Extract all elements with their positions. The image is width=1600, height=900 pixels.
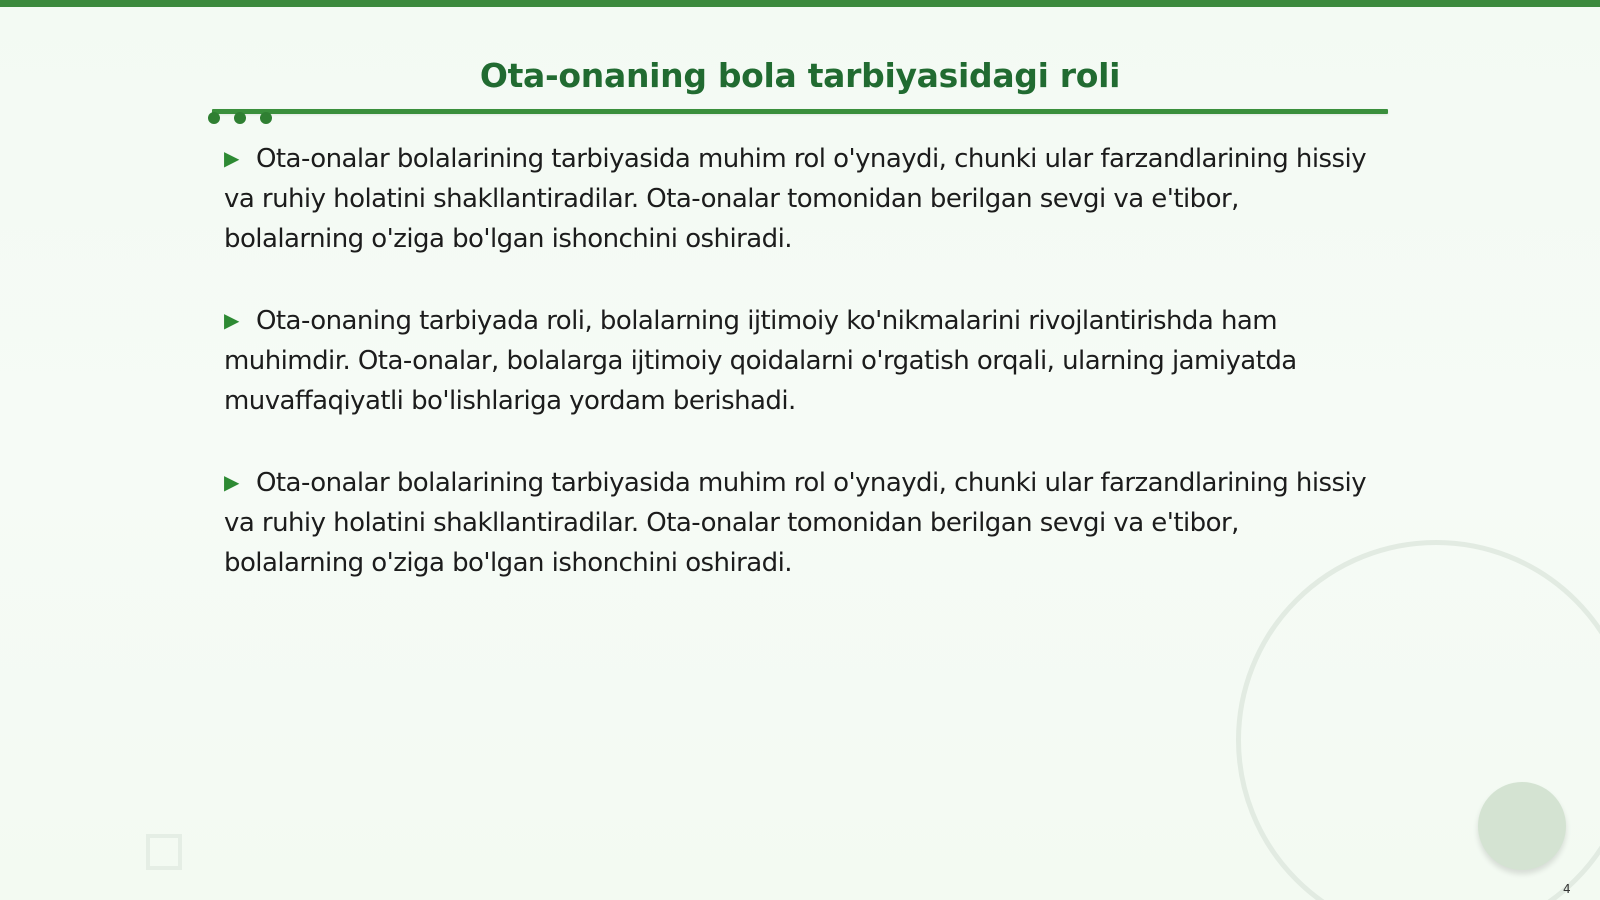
decorative-dot — [260, 112, 272, 124]
decorative-dot — [208, 112, 220, 124]
triangle-bullet-icon: ▶ — [224, 308, 239, 332]
bullet-item — [224, 462, 1374, 583]
decorative-dot — [234, 112, 246, 124]
page-number: 4 — [1563, 882, 1571, 896]
bullet-item — [224, 138, 1374, 259]
bullet-item — [224, 300, 1374, 421]
triangle-bullet-icon: ▶ — [224, 146, 239, 170]
bullet-list — [224, 138, 1374, 624]
slide-title: Ota-onaning bola tarbiyasidagi roli — [479, 56, 1121, 95]
top-accent-bar — [0, 0, 1600, 7]
decorative-square — [146, 834, 182, 870]
title-underline — [212, 109, 1388, 114]
bullet-text: Ota-onaning tarbiyada roli, bolalarning ijtimoiy ko'nikmalarini rivojlantirishda ham muhimdir. Ota-onalar, bolalarga ijtimoiy qoidalarni o'rgatish orqali, ularning jamiyatda muvaffaqiyatli bo'lishlariga yordam berishadi. — [224, 306, 1297, 416]
decorative-circle — [1478, 782, 1566, 870]
bullet-text: Ota-onalar bolalarining tarbiyasida muhim rol o'ynaydi, chunki ular farzandlarining hissiy va ruhiy holatini shakllantiradilar. Ota-onalar tomonidan berilgan sevgi va e'tibor, bolalarning o'ziga bo'lgan ishonchini oshiradi. — [224, 468, 1367, 578]
triangle-bullet-icon: ▶ — [224, 470, 239, 494]
bullet-text: Ota-onalar bolalarining tarbiyasida muhim rol o'ynaydi, chunki ular farzandlarining hissiy va ruhiy holatini shakllantiradilar. Ota-onalar tomonidan berilgan sevgi va e'tibor, bolalarning o'ziga bo'lgan ishonchini oshiradi. — [224, 144, 1367, 254]
